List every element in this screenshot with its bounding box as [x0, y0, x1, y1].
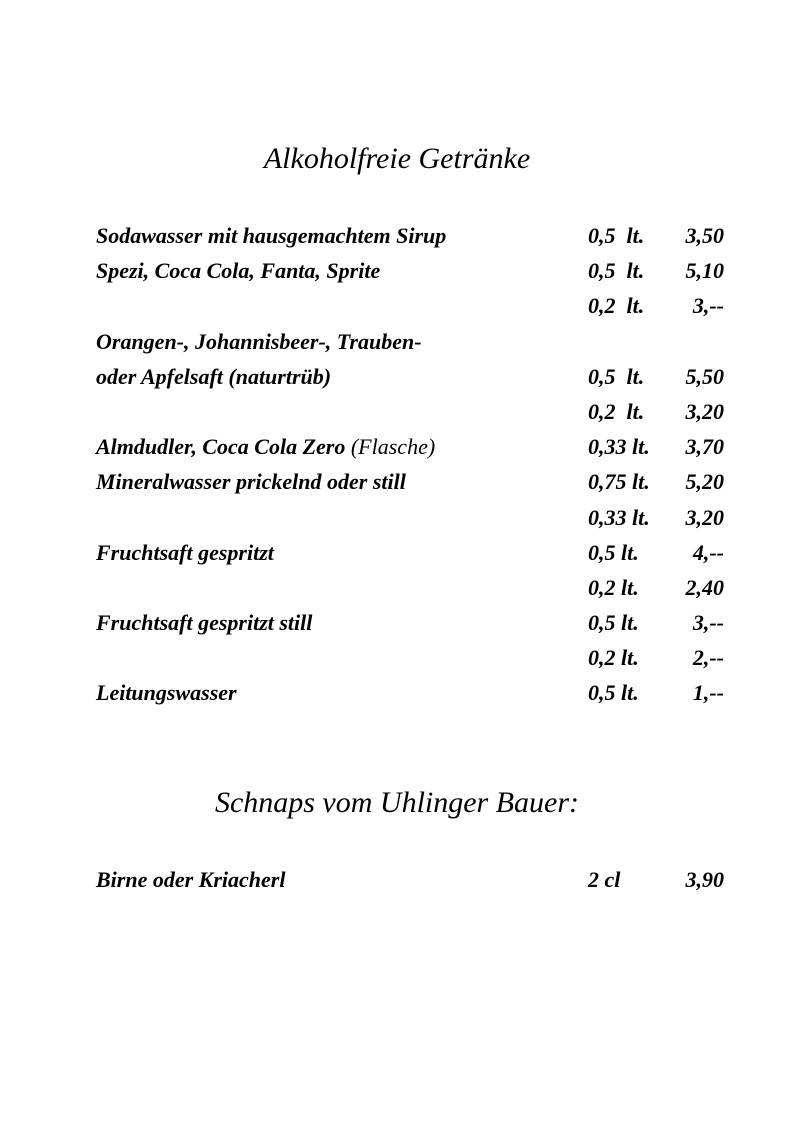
item-price: 2,--	[692, 645, 724, 671]
item-name-text: Sodawasser mit hausgemachtem Sirup	[96, 223, 447, 248]
item-name	[96, 678, 237, 708]
item-name	[96, 608, 312, 638]
menu-row	[96, 327, 736, 362]
item-volume: 0,33 lt.	[588, 434, 650, 460]
item-price: 5,50	[685, 363, 724, 389]
item-price: 5,10	[685, 258, 724, 284]
menu-row	[96, 573, 736, 608]
menu-row	[96, 432, 736, 467]
item-name	[96, 362, 331, 392]
item-volume: 0,5 lt.	[588, 680, 639, 706]
section-title-alkoholfreie: Alkoholfreie Getränke	[263, 142, 531, 175]
item-volume: 2 cl	[588, 867, 621, 892]
item-name	[96, 327, 422, 357]
menu-row	[96, 865, 736, 900]
menu-row	[96, 362, 736, 397]
item-name-text: Spezi, Coca Cola, Fanta, Sprite	[96, 258, 381, 284]
item-price: 5,20	[685, 469, 724, 495]
item-volume: 0,2 lt.	[588, 574, 639, 600]
item-price: 3,70	[685, 434, 724, 460]
item-price: 4,--	[692, 539, 724, 565]
item-volume: 0,5 lt.	[588, 258, 645, 284]
item-name	[96, 865, 285, 895]
item-name	[96, 432, 435, 462]
menu-row	[96, 503, 736, 538]
schnaps-list	[96, 865, 736, 900]
item-volume: 0,2 lt.	[588, 645, 639, 671]
item-price: 3,20	[685, 398, 724, 424]
menu-row	[96, 608, 736, 643]
item-price: 1,--	[692, 680, 724, 706]
item-name	[96, 538, 274, 568]
item-name-text: Birne oder Kriacherl	[96, 867, 286, 892]
menu-row	[96, 538, 736, 573]
menu-row	[96, 678, 736, 713]
menu-row	[96, 397, 736, 432]
section-title-schnaps: Schnaps vom Uhlinger Bauer:	[214, 786, 580, 819]
menu-row	[96, 291, 736, 326]
item-price: 2,40	[685, 574, 724, 600]
item-note: (Flasche)	[350, 434, 436, 460]
item-price: 3,20	[685, 504, 724, 530]
item-name-text: Almdudler, Coca Cola Zero	[96, 434, 346, 460]
item-volume: 0,2 lt.	[588, 398, 645, 424]
item-price: 3,50	[685, 223, 724, 248]
item-name-text: Orangen-, Johannisbeer-, Trauben-	[96, 328, 422, 354]
item-volume: 0,5 lt.	[588, 223, 645, 248]
item-volume: 0,2 lt.	[588, 293, 645, 319]
menu-row	[96, 221, 736, 256]
item-name-text: Mineralwasser prickelnd oder still	[96, 469, 406, 495]
item-price: 3,--	[692, 610, 724, 636]
item-volume: 0,5 lt.	[588, 539, 639, 565]
item-volume: 0,75 lt.	[588, 469, 650, 495]
drinks-list	[96, 221, 736, 714]
menu-row	[96, 467, 736, 502]
item-name	[96, 467, 406, 497]
item-name	[96, 221, 446, 251]
item-price: 3,90	[685, 867, 724, 892]
menu-row	[96, 256, 736, 291]
item-volume: 0,5 lt.	[588, 610, 639, 636]
item-name-text: oder Apfelsaft (naturtrüb)	[96, 363, 332, 389]
item-name-text: Leitungswasser	[96, 680, 237, 706]
item-price: 3,--	[692, 293, 724, 319]
item-name-text: Fruchtsaft gespritzt still	[96, 610, 313, 636]
menu-row	[96, 643, 736, 678]
item-volume: 0,33 lt.	[588, 504, 650, 530]
item-volume: 0,5 lt.	[588, 363, 645, 389]
item-name	[96, 256, 380, 286]
item-name-text: Fruchtsaft gespritzt	[96, 539, 274, 565]
